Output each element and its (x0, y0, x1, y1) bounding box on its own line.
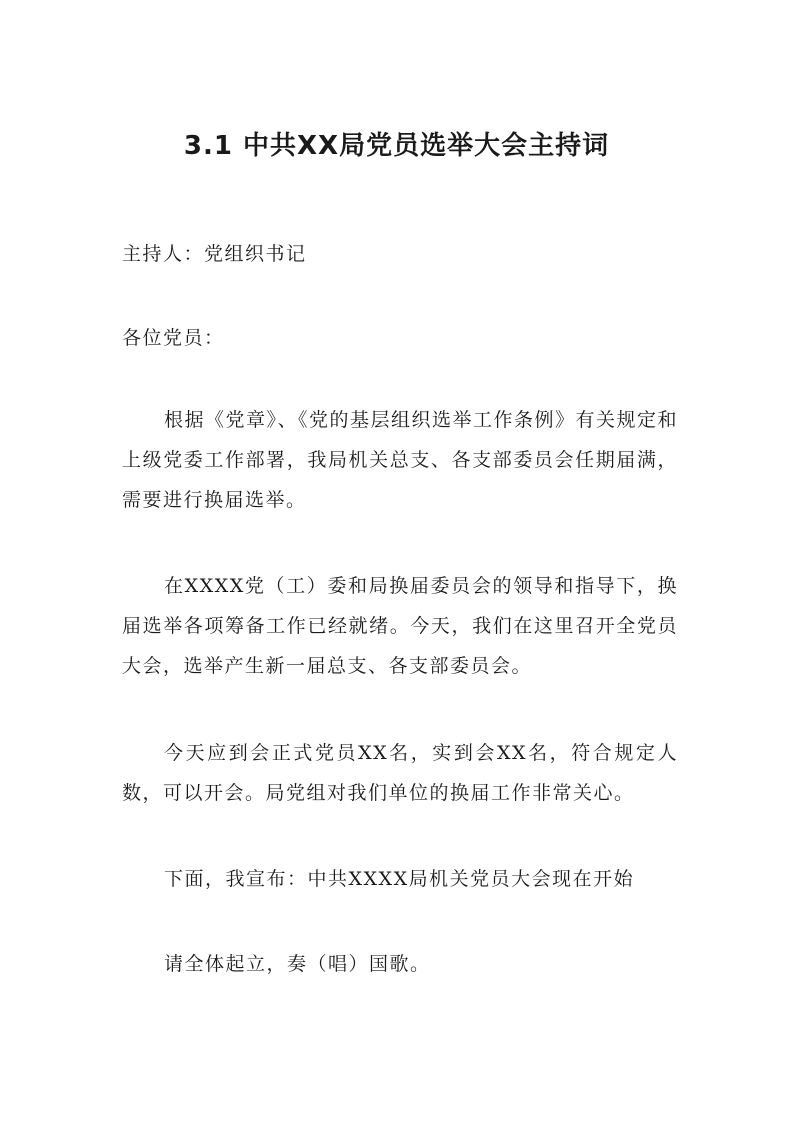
paragraph-3: 今天应到会正式党员XX名，实到会XX名，符合规定人数，可以开会。局党组对我们单位的换届工作非常关心。 (122, 742, 678, 804)
paragraph-1: 根据《党章》、《党的基层组织选举工作条例》有关规定和上级党委工作部署，我局机关总支、各支部委员会任期届满，需要进行换届选举。 (122, 409, 679, 511)
document-title: 3.1 中共XX局党员选举大会主持词 (183, 131, 610, 161)
paragraph-5: 请全体起立，奏（唱）国歌。 (164, 953, 431, 975)
paragraph-4: 下面，我宣布：中共XXXX局机关党员大会现在开始 (164, 868, 635, 890)
salutation: 各位党员： (122, 327, 225, 349)
host-line: 主持人：党组织书记 (122, 243, 307, 265)
paragraph-2: 在XXXX党（工）委和局换届委员会的领导和指导下，换届选举各项筹备工作已经就绪。今天，我们在这里召开全党员大会，选举产生新一届总支、各支部委员会。 (122, 575, 678, 677)
